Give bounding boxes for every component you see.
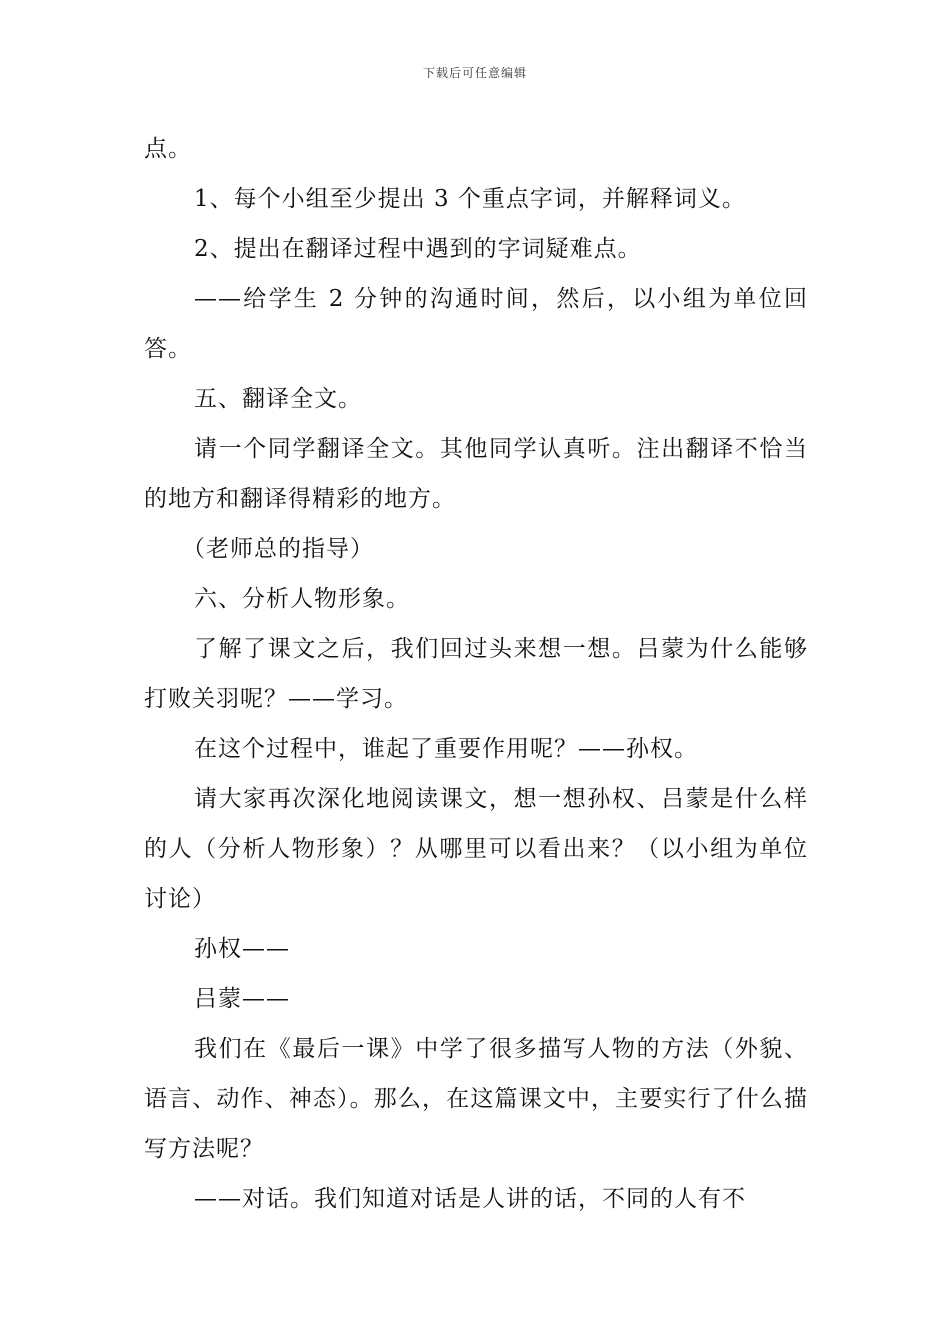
paragraph: 了解了课文之后，我们回过头来想一想。吕蒙为什么能够打败关羽呢？——学习。 — [144, 636, 808, 712]
document-body — [144, 124, 808, 1224]
paragraph: ——对话。我们知道对话是人讲的话，不同的人有不 — [194, 1186, 746, 1212]
paragraph: 点。 — [144, 136, 192, 162]
section-heading: 六、分析人物形象。 — [194, 586, 410, 612]
paragraph: 请大家再次深化地阅读课文，想一想孙权、吕蒙是什么样的人（分析人物形象）？从哪里可以看出来？（以小组为单位讨论） — [144, 786, 808, 912]
paragraph: 在这个过程中，谁起了重要作用呢？——孙权。 — [194, 736, 698, 762]
paragraph: 我们在《最后一课》中学了很多描写人物的方法（外貌、语言、动作、神态）。那么，在这篇课文中，主要实行了什么描写方法呢？ — [144, 1036, 808, 1162]
section-heading: 五、翻译全文。 — [194, 386, 362, 412]
paragraph: （老师总的指导） — [182, 536, 374, 562]
paragraph: 吕蒙—— — [194, 986, 290, 1012]
page-header: 下载后可任意编辑 — [422, 66, 527, 80]
paragraph: ——给学生 2 分钟的沟通时间，然后，以小组为单位回答。 — [144, 286, 808, 362]
paragraph: 1、每个小组至少提出 3 个重点字词，并解释词义。 — [194, 186, 746, 212]
paragraph: 请一个同学翻译全文。其他同学认真听。注出翻译不恰当的地方和翻译得精彩的地方。 — [144, 436, 808, 512]
paragraph: 2、提出在翻译过程中遇到的字词疑难点。 — [194, 236, 642, 262]
paragraph: 孙权—— — [194, 936, 290, 962]
